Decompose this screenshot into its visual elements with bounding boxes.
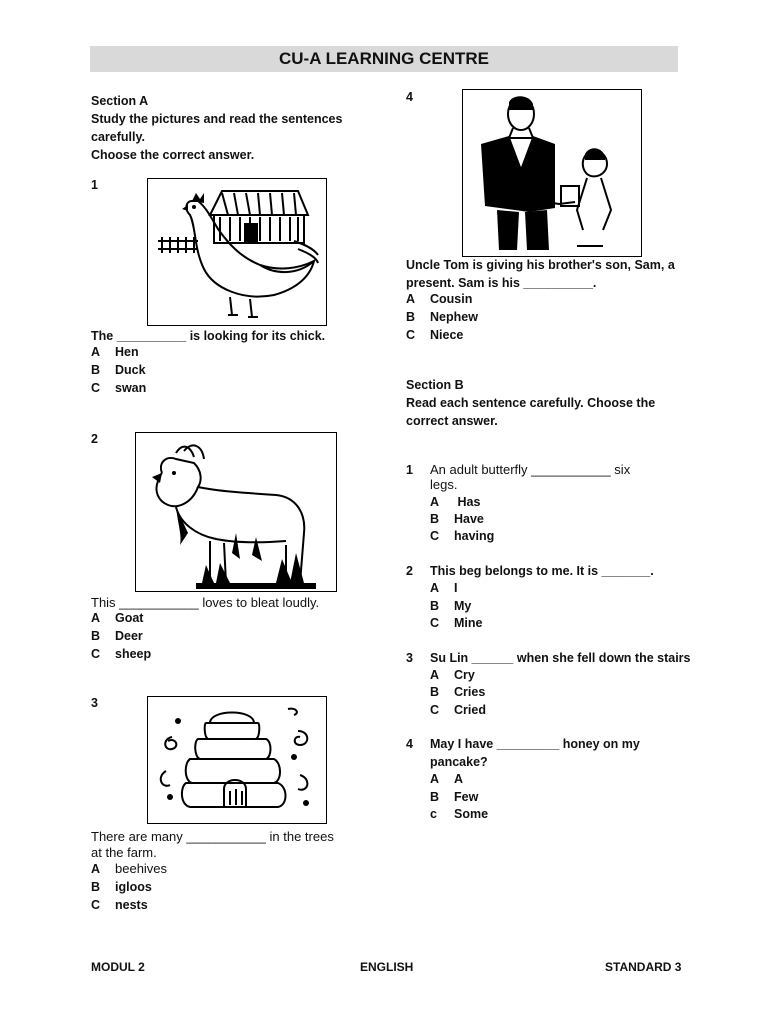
- q4-option-b[interactable]: B Nephew: [406, 310, 478, 324]
- section-a-instruction-3: Choose the correct answer.: [91, 148, 255, 162]
- q4-option-c[interactable]: C Niece: [406, 328, 464, 342]
- b3-number: 3: [406, 651, 413, 665]
- question-1-number: 1: [91, 178, 98, 192]
- hen-image: [147, 178, 327, 326]
- q1-option-c[interactable]: C swan: [91, 381, 147, 395]
- b2-option-c[interactable]: C Mine: [430, 616, 483, 630]
- b4-option-a[interactable]: A A: [430, 772, 464, 786]
- question-1-text: The __________ is looking for its chick.: [91, 329, 326, 343]
- question-4-text-line-1: Uncle Tom is giving his brother's son, Sam, a: [406, 258, 675, 272]
- b1-option-c[interactable]: C having: [430, 529, 495, 543]
- section-a-instruction-2: carefully.: [91, 130, 145, 144]
- b4-option-b[interactable]: B Few: [430, 790, 479, 804]
- question-4-text-line-2: present. Sam is his __________.: [406, 276, 597, 290]
- question-3-text-line-2: at the farm.: [91, 845, 157, 860]
- b3-option-b[interactable]: B Cries: [430, 685, 486, 699]
- q3-option-c[interactable]: C nests: [91, 898, 148, 912]
- b3-option-a[interactable]: A Cry: [430, 668, 475, 682]
- b4-option-c[interactable]: c Some: [430, 807, 489, 821]
- q3-option-b[interactable]: B igloos: [91, 880, 152, 894]
- b4-number: 4: [406, 737, 413, 751]
- q1-option-b[interactable]: B Duck: [91, 363, 146, 377]
- b2-option-b[interactable]: B My: [430, 599, 472, 613]
- b3-text: Su Lin ______ when she fell down the stairs: [430, 651, 691, 665]
- section-b-instruction-1: Read each sentence carefully. Choose the: [406, 396, 656, 410]
- q4-option-a[interactable]: A Cousin: [406, 292, 473, 306]
- b1-option-a[interactable]: A Has: [430, 495, 481, 509]
- b1-text-line-1: An adult butterfly ___________ six: [430, 462, 631, 477]
- footer-subject: ENGLISH: [360, 960, 414, 974]
- q3-option-a[interactable]: A beehives: [91, 861, 168, 876]
- footer-module: MODUL 2: [91, 960, 145, 974]
- q2-option-a[interactable]: A Goat: [91, 611, 144, 625]
- question-4-number: 4: [406, 90, 413, 104]
- page-title: CU-A LEARNING CENTRE: [90, 46, 678, 72]
- question-2-text: This ___________ loves to bleat loudly.: [91, 595, 320, 610]
- question-3-text-line-1: There are many ___________ in the trees: [91, 829, 334, 844]
- b1-number: 1: [406, 463, 413, 477]
- beehive-image: [147, 696, 327, 824]
- b3-option-c[interactable]: C Cried: [430, 703, 486, 717]
- uncle-and-nephew-image: [462, 89, 642, 257]
- q2-option-c[interactable]: C sheep: [91, 647, 152, 661]
- q2-option-b[interactable]: B Deer: [91, 629, 143, 643]
- b1-option-b[interactable]: B Have: [430, 512, 484, 526]
- section-a-heading: Section A: [91, 94, 149, 108]
- question-3-number: 3: [91, 696, 98, 710]
- b2-number: 2: [406, 564, 413, 578]
- q1-option-a[interactable]: A Hen: [91, 345, 139, 359]
- section-b-instruction-2: correct answer.: [406, 414, 498, 428]
- b1-text-line-2: legs.: [430, 477, 458, 492]
- goat-image: [135, 432, 337, 592]
- b4-text-line-2: pancake?: [430, 755, 488, 769]
- b2-option-a[interactable]: A I: [430, 581, 458, 595]
- question-2-number: 2: [91, 432, 98, 446]
- section-b-heading: Section B: [406, 378, 464, 392]
- b4-text-line-1: May I have _________ honey on my: [430, 737, 640, 751]
- section-a-instruction-1: Study the pictures and read the sentences: [91, 112, 343, 126]
- footer-standard: STANDARD 3: [605, 960, 682, 974]
- b2-text: This beg belongs to me. It is _______.: [430, 564, 654, 578]
